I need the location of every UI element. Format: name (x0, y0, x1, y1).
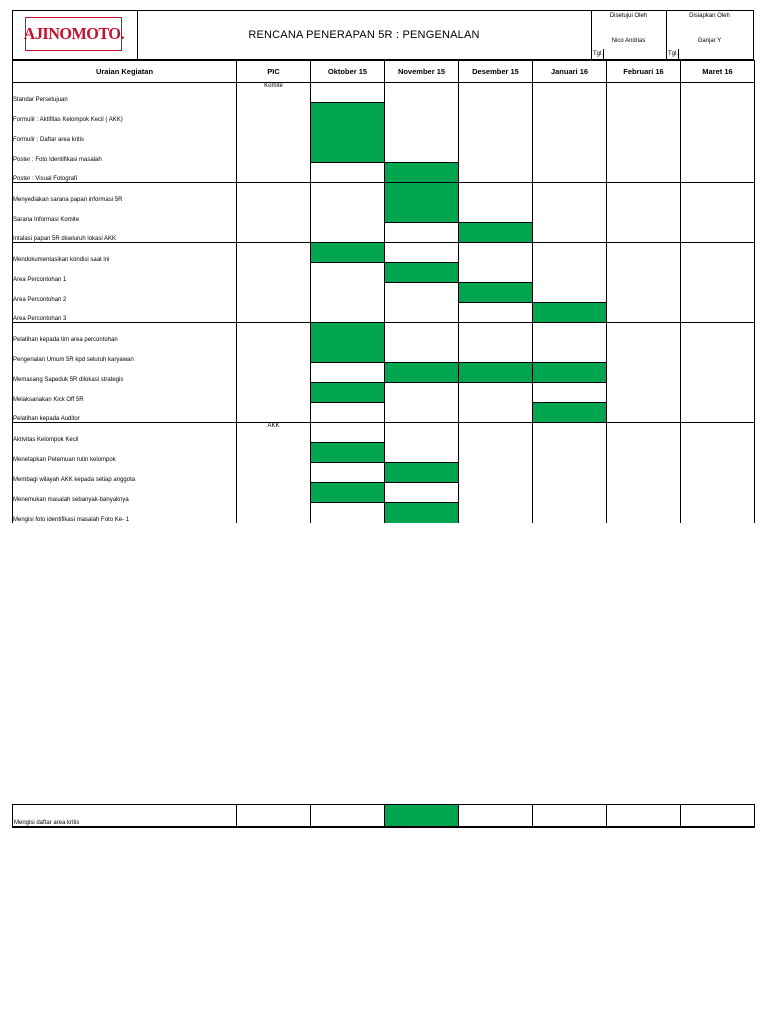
column-header-month: Januari 16 (533, 61, 607, 83)
schedule-empty-cell (681, 223, 755, 243)
schedule-empty-cell (681, 403, 755, 423)
schedule-empty-cell (311, 503, 385, 523)
schedule-empty-cell (311, 163, 385, 183)
schedule-empty-cell (607, 163, 681, 183)
schedule-empty-cell (385, 123, 459, 143)
schedule-empty-cell (607, 243, 681, 263)
schedule-empty-cell (385, 483, 459, 503)
schedule-empty-cell (459, 203, 533, 223)
schedule-empty-cell (533, 503, 607, 523)
schedule-empty-cell (311, 283, 385, 303)
task-cell: Formulir : Aktifitas Kelompok Kecil ( AKK) (13, 103, 237, 123)
schedule-empty-cell (311, 423, 385, 443)
schedule-bar-cell (533, 303, 607, 323)
pic-cell (237, 163, 311, 183)
schedule-empty-cell (533, 443, 607, 463)
schedule-empty-cell (607, 403, 681, 423)
schedule-empty-cell (681, 443, 755, 463)
schedule-empty-cell (459, 343, 533, 363)
schedule-empty-cell (681, 143, 755, 163)
schedule-empty-cell (459, 463, 533, 483)
schedule-empty-cell (607, 343, 681, 363)
task-cell: Aktivitas Kelompok Kecil (13, 423, 237, 443)
schedule-empty-cell (607, 103, 681, 123)
task-cell: Mengisi daftar area kritis (13, 805, 237, 827)
approval-role: Disiapkan Oleh (689, 13, 730, 19)
schedule-bar-cell (311, 103, 385, 123)
schedule-empty-cell (459, 383, 533, 403)
schedule-empty-cell (681, 203, 755, 223)
table-row (13, 363, 755, 383)
schedule-empty-cell (607, 383, 681, 403)
schedule-empty-cell (385, 223, 459, 243)
schedule-bar-cell (385, 183, 459, 203)
schedule-empty-cell (311, 403, 385, 423)
schedule-empty-cell (681, 463, 755, 483)
schedule-empty-cell (681, 323, 755, 343)
table-row (13, 223, 755, 243)
schedule-empty-cell (681, 303, 755, 323)
column-header-pic: PIC (237, 61, 311, 83)
task-cell: Sarana Informasi Komite (13, 203, 237, 223)
task-cell: Area Percontohan 1 (13, 263, 237, 283)
task-cell: Area Percontohan 3 (13, 303, 237, 323)
schedule-empty-cell (385, 443, 459, 463)
schedule-empty-cell (311, 263, 385, 283)
schedule-empty-cell (311, 223, 385, 243)
schedule-bar-cell (459, 223, 533, 243)
schedule-bar-cell (385, 263, 459, 283)
pic-cell (237, 323, 311, 343)
schedule-empty-cell (607, 283, 681, 303)
schedule-bar-cell (311, 123, 385, 143)
schedule-empty-cell (533, 163, 607, 183)
pic-cell (237, 263, 311, 283)
schedule-empty-cell (681, 363, 755, 383)
task-cell: Pengenalan Umum 5R kpd seluruh karyawan (13, 343, 237, 363)
schedule-empty-cell (681, 263, 755, 283)
schedule-empty-cell (533, 263, 607, 283)
ajinomoto-logo (25, 17, 122, 51)
table-row (13, 263, 755, 283)
pic-cell (237, 203, 311, 223)
schedule-empty-cell (607, 805, 681, 827)
task-cell: Pelatihan kepada Auditor (13, 403, 237, 423)
schedule-empty-cell (459, 323, 533, 343)
schedule-bar-cell (311, 323, 385, 343)
schedule-empty-cell (459, 243, 533, 263)
table-row (13, 483, 755, 503)
schedule-empty-cell (533, 143, 607, 163)
pic-cell (237, 483, 311, 503)
pic-cell (237, 223, 311, 243)
schedule-empty-cell (607, 323, 681, 343)
schedule-empty-cell (459, 443, 533, 463)
table-row (13, 443, 755, 463)
schedule-empty-cell (385, 423, 459, 443)
approval-approved-by (591, 11, 667, 59)
schedule-empty-cell (459, 83, 533, 103)
pic-cell (237, 103, 311, 123)
table-row (13, 203, 755, 223)
task-cell: Poster : Visual Fotografi (13, 163, 237, 183)
schedule-empty-cell (533, 283, 607, 303)
schedule-empty-cell (607, 123, 681, 143)
task-cell: Membagi wilayah AKK kepada setiap anggota (13, 463, 237, 483)
schedule-bar-cell (459, 283, 533, 303)
schedule-empty-cell (533, 203, 607, 223)
schedule-empty-cell (533, 383, 607, 403)
table-row (13, 303, 755, 323)
pic-cell (237, 363, 311, 383)
task-cell: Mendokumentasikan kondisi saat ini (13, 243, 237, 263)
schedule-empty-cell (681, 183, 755, 203)
schedule-empty-cell (607, 443, 681, 463)
schedule-empty-cell (533, 223, 607, 243)
schedule-bar-cell (311, 383, 385, 403)
table-row (13, 123, 755, 143)
schedule-empty-cell (681, 805, 755, 827)
schedule-empty-cell (681, 343, 755, 363)
table-row (13, 103, 755, 123)
schedule-empty-cell (459, 183, 533, 203)
table-row (13, 83, 755, 103)
schedule-empty-cell (385, 303, 459, 323)
schedule-empty-cell (459, 483, 533, 503)
schedule-empty-cell (681, 163, 755, 183)
pic-cell (237, 443, 311, 463)
schedule-rows-continued (13, 805, 755, 827)
pic-cell (237, 243, 311, 263)
schedule-empty-cell (385, 143, 459, 163)
approval-name: Nico Andrias (611, 38, 646, 44)
schedule-empty-cell (607, 263, 681, 283)
table-row (13, 163, 755, 183)
pic-cell (237, 303, 311, 323)
schedule-empty-cell (385, 323, 459, 343)
column-header-task: Uraian Kegiatan (13, 61, 237, 83)
pic-cell (237, 463, 311, 483)
column-header-month: Februari 16 (607, 61, 681, 83)
table-row (13, 183, 755, 203)
schedule-empty-cell (607, 483, 681, 503)
schedule-table-continued (12, 804, 755, 828)
task-cell: Formulir : Daftar area kritis (13, 123, 237, 143)
schedule-table (12, 60, 755, 523)
schedule-empty-cell (533, 323, 607, 343)
schedule-empty-cell (385, 103, 459, 123)
schedule-empty-cell (311, 463, 385, 483)
schedule-empty-cell (385, 83, 459, 103)
schedule-empty-cell (385, 243, 459, 263)
schedule-empty-cell (681, 243, 755, 263)
schedule-empty-cell (533, 805, 607, 827)
pic-cell (237, 383, 311, 403)
task-cell: Intalasi papan 5R diseluruh lokasi AKK (13, 223, 237, 243)
schedule-bar-cell (311, 443, 385, 463)
task-cell: Pelatihan kepada tim area percontohan (13, 323, 237, 343)
task-cell: Area Percontohan 2 (13, 283, 237, 303)
schedule-empty-cell (459, 123, 533, 143)
schedule-empty-cell (533, 123, 607, 143)
schedule-empty-cell (459, 263, 533, 283)
schedule-bar-cell (533, 363, 607, 383)
table-row (13, 343, 755, 363)
schedule-empty-cell (385, 383, 459, 403)
schedule-empty-cell (311, 183, 385, 203)
pic-cell: Komite (237, 83, 311, 103)
pic-cell (237, 283, 311, 303)
table-header-row (13, 61, 755, 83)
schedule-empty-cell (533, 243, 607, 263)
table-row (13, 283, 755, 303)
schedule-bar-cell (385, 503, 459, 523)
schedule-empty-cell (607, 223, 681, 243)
table-row (13, 323, 755, 343)
task-cell: Melaksanakan Kick Off 5R (13, 383, 237, 403)
task-cell: Poster ; Foto Identifikasi masalah (13, 143, 237, 163)
table-row (13, 143, 755, 163)
schedule-empty-cell (459, 143, 533, 163)
schedule-empty-cell (681, 483, 755, 503)
pic-cell (237, 343, 311, 363)
schedule-empty-cell (311, 363, 385, 383)
schedule-empty-cell (607, 143, 681, 163)
pic-cell: AKK (237, 423, 311, 443)
pic-cell (237, 143, 311, 163)
schedule-empty-cell (607, 183, 681, 203)
schedule-empty-cell (459, 303, 533, 323)
logo-cell (13, 11, 138, 59)
schedule-bar-cell (533, 403, 607, 423)
pic-cell (237, 123, 311, 143)
schedule-empty-cell (385, 283, 459, 303)
task-cell: Mengisi foto identifikasi masalah Foto Ke- 1 (13, 503, 237, 523)
schedule-empty-cell (681, 123, 755, 143)
schedule-empty-cell (533, 83, 607, 103)
approval-role: Disetujui Oleh (609, 13, 648, 19)
task-cell: Menyediakan sarana papan informasi 5R (13, 183, 237, 203)
schedule-bar-cell (311, 143, 385, 163)
schedule-empty-cell (533, 483, 607, 503)
schedule-bar-cell (311, 243, 385, 263)
schedule-bar-cell (385, 163, 459, 183)
approval-date-label: Tgl. (668, 51, 679, 57)
task-cell: Menetapkan Petemuan rutin kelompok (13, 443, 237, 463)
schedule-empty-cell (533, 423, 607, 443)
schedule-empty-cell (533, 463, 607, 483)
schedule-bar-cell (385, 805, 459, 827)
schedule-empty-cell (681, 423, 755, 443)
document-header (12, 10, 754, 60)
schedule-rows (13, 83, 755, 523)
schedule-empty-cell (385, 343, 459, 363)
table-row (13, 805, 755, 827)
table-row (13, 463, 755, 483)
approval-prepared-by (666, 11, 753, 59)
logo-text: AJINOMOTO. (23, 24, 124, 43)
schedule-bar-cell (311, 343, 385, 363)
pic-cell (237, 183, 311, 203)
pic-cell (237, 805, 311, 827)
column-header-month: November 15 (385, 61, 459, 83)
document-title: RENCANA PENERAPAN 5R : PENGENALAN (137, 11, 592, 59)
schedule-bar-cell (311, 483, 385, 503)
approval-name: Ganjar Y (697, 38, 722, 44)
table-row (13, 383, 755, 403)
schedule-empty-cell (533, 183, 607, 203)
schedule-empty-cell (459, 503, 533, 523)
schedule-empty-cell (681, 103, 755, 123)
schedule-empty-cell (459, 403, 533, 423)
schedule-empty-cell (681, 283, 755, 303)
schedule-empty-cell (607, 203, 681, 223)
schedule-empty-cell (681, 503, 755, 523)
schedule-empty-cell (607, 303, 681, 323)
schedule-empty-cell (607, 83, 681, 103)
schedule-empty-cell (681, 383, 755, 403)
schedule-empty-cell (459, 103, 533, 123)
schedule-empty-cell (681, 83, 755, 103)
column-header-month: Oktober 15 (311, 61, 385, 83)
task-cell: Standar Persetujuan (13, 83, 237, 103)
schedule-empty-cell (311, 303, 385, 323)
task-cell: Memasang Sapeduk 5R dilokasi strategis (13, 363, 237, 383)
pic-cell (237, 403, 311, 423)
schedule-empty-cell (533, 103, 607, 123)
schedule-empty-cell (607, 423, 681, 443)
approval-date-label: Tgl. (593, 51, 604, 57)
schedule-empty-cell (311, 203, 385, 223)
schedule-empty-cell (459, 805, 533, 827)
table-row (13, 243, 755, 263)
schedule-empty-cell (311, 83, 385, 103)
column-header-month: Desember 15 (459, 61, 533, 83)
schedule-empty-cell (607, 363, 681, 383)
table-row (13, 503, 755, 523)
schedule-empty-cell (533, 343, 607, 363)
pic-cell (237, 503, 311, 523)
schedule-empty-cell (607, 463, 681, 483)
schedule-bar-cell (385, 203, 459, 223)
table-row (13, 403, 755, 423)
schedule-empty-cell (385, 403, 459, 423)
schedule-bar-cell (385, 363, 459, 383)
schedule-empty-cell (607, 503, 681, 523)
schedule-bar-cell (459, 363, 533, 383)
column-header-month: Maret 16 (681, 61, 755, 83)
schedule-empty-cell (311, 805, 385, 827)
table-row (13, 423, 755, 443)
schedule-empty-cell (459, 423, 533, 443)
schedule-empty-cell (459, 163, 533, 183)
schedule-bar-cell (385, 463, 459, 483)
task-cell: Menemukan masalah sebanyak-banyaknya (13, 483, 237, 503)
